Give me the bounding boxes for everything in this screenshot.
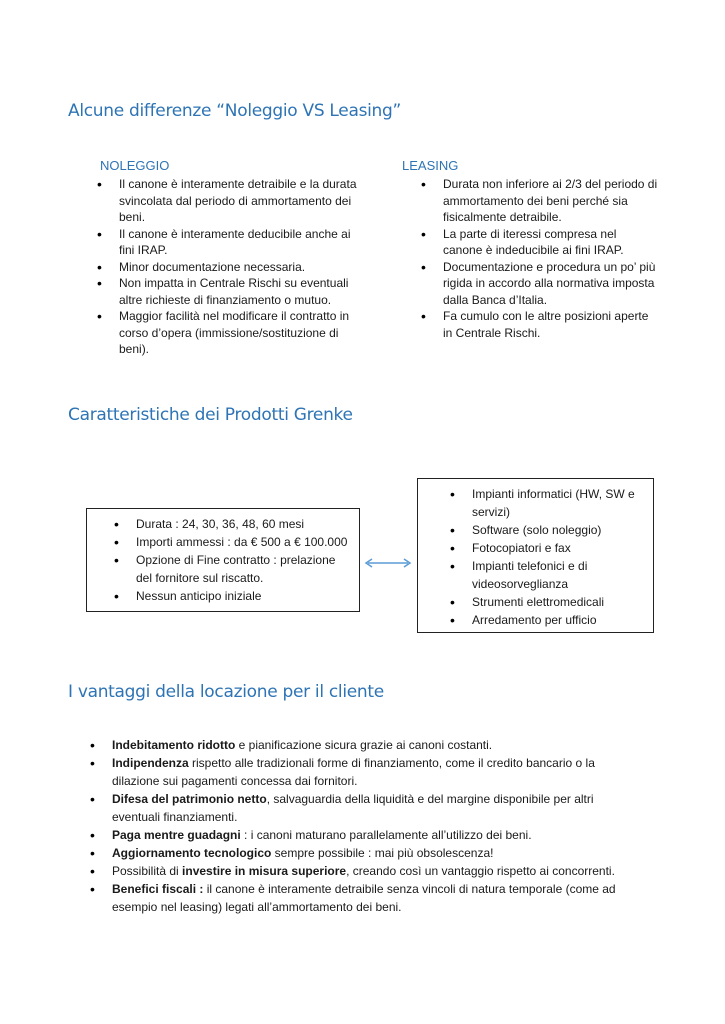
list-item — [112, 844, 632, 862]
list-item: • Documentazione e procedura un po’ più rigida in accordo alla normativa imposta dalla Banca d’Italia. — [443, 259, 658, 309]
list-item: • Minor documentazione necessaria. — [119, 259, 369, 276]
advantage-prefix: Possibilità di — [112, 864, 183, 878]
list-item — [112, 880, 632, 916]
list-item: • Il canone è interamente detraibile e la durata svincolata dal periodo di ammortamento dei beni. — [119, 176, 369, 226]
advantage-bold: Difesa del patrimonio netto — [112, 792, 267, 806]
advantage-bold: Aggiornamento tecnologico — [112, 846, 272, 860]
list-item: • La parte di iteressi compresa nel canone è indeducibile ai fini IRAP. — [443, 226, 658, 259]
list-item: • Non impatta in Centrale Rischi su eventuali altre richieste di finanziamento o mutuo. — [119, 275, 369, 308]
list-item — [112, 790, 632, 826]
list-item: • Software (solo noleggio) — [472, 521, 645, 539]
products-heading: Caratteristiche dei Prodotti Grenke — [68, 405, 353, 425]
advantage-bold: Indebitamento ridotto — [112, 738, 236, 752]
advantage-bold: Paga mentre guadagni — [112, 828, 241, 842]
list-item — [112, 754, 632, 790]
list-item: • Durata : 24, 30, 36, 48, 60 mesi — [136, 515, 351, 533]
advantage-bold: Benefici fiscali : — [112, 882, 204, 896]
list-item: • Importi ammessi : da € 500 a € 100.000 — [136, 533, 351, 551]
advantages-column — [112, 736, 632, 916]
product-terms-box — [86, 508, 360, 612]
advantage-text: e pianificazione sicura grazie ai canoni costanti. — [235, 738, 493, 752]
list-item: • Fotocopiatori e fax — [472, 539, 645, 557]
noleggio-list — [119, 176, 369, 358]
list-item: • Impianti telefonici e di videosorveglianza — [472, 557, 645, 593]
advantage-bold: Indipendenza — [112, 756, 189, 770]
list-item — [112, 862, 632, 880]
leasing-title: LEASING — [402, 158, 459, 173]
list-item: • Durata non inferiore ai 2/3 del periodo di ammortamento dei beni perché sia fisicalmente detraibile. — [443, 176, 658, 226]
leasing-list — [443, 176, 658, 341]
list-item: • Impianti informatici (HW, SW e servizi) — [472, 485, 645, 521]
list-item: • Fa cumulo con le altre posizioni aperte in Centrale Rischi. — [443, 308, 658, 341]
product-categories-box — [417, 478, 654, 633]
differences-heading: Alcune differenze “Noleggio VS Leasing” — [68, 101, 402, 121]
advantage-text: il canone è interamente detraibile senza vincoli di natura temporale (come ad esempio nel leasing) legati all’ammortamento dei beni. — [112, 882, 616, 914]
list-item — [112, 826, 632, 844]
double-arrow-icon — [362, 556, 414, 570]
advantage-text: rispetto alle tradizionali forme di finanziamento, come il credito bancario o la dilazione sui pagamenti concessa dai fornitori. — [112, 756, 595, 788]
advantage-bold: investire in misura superiore — [182, 864, 347, 878]
leasing-column — [443, 176, 658, 341]
product-categories-list — [418, 485, 653, 629]
advantages-heading: I vantaggi della locazione per il cliente — [68, 682, 384, 702]
list-item: • Strumenti elettromedicali — [472, 593, 645, 611]
advantage-text: sempre possibile : mai più obsolescenza! — [271, 846, 494, 860]
list-item: • Nessun anticipo iniziale — [136, 587, 351, 605]
list-item: • Opzione di Fine contratto : prelazione del fornitore sul riscatto. — [136, 551, 351, 587]
list-item: • Il canone è interamente deducibile anche ai fini IRAP. — [119, 226, 369, 259]
list-item: • Maggior facilità nel modificare il contratto in corso d’opera (immissione/sostituzione di beni). — [119, 308, 369, 358]
list-item: • Arredamento per ufficio — [472, 611, 645, 629]
advantage-text: : i canoni maturano parallelamente all’utilizzo dei beni. — [240, 828, 532, 842]
noleggio-column — [119, 176, 369, 358]
advantages-list — [112, 736, 632, 916]
product-terms-list — [87, 515, 359, 605]
advantage-text: , creando così un vantaggio rispetto ai concorrenti. — [346, 864, 615, 878]
list-item — [112, 736, 632, 754]
advantage-text: , salvaguardia della liquidità e del margine disponibile per altri eventuali finanziamenti. — [112, 792, 594, 824]
noleggio-title: NOLEGGIO — [100, 158, 170, 173]
